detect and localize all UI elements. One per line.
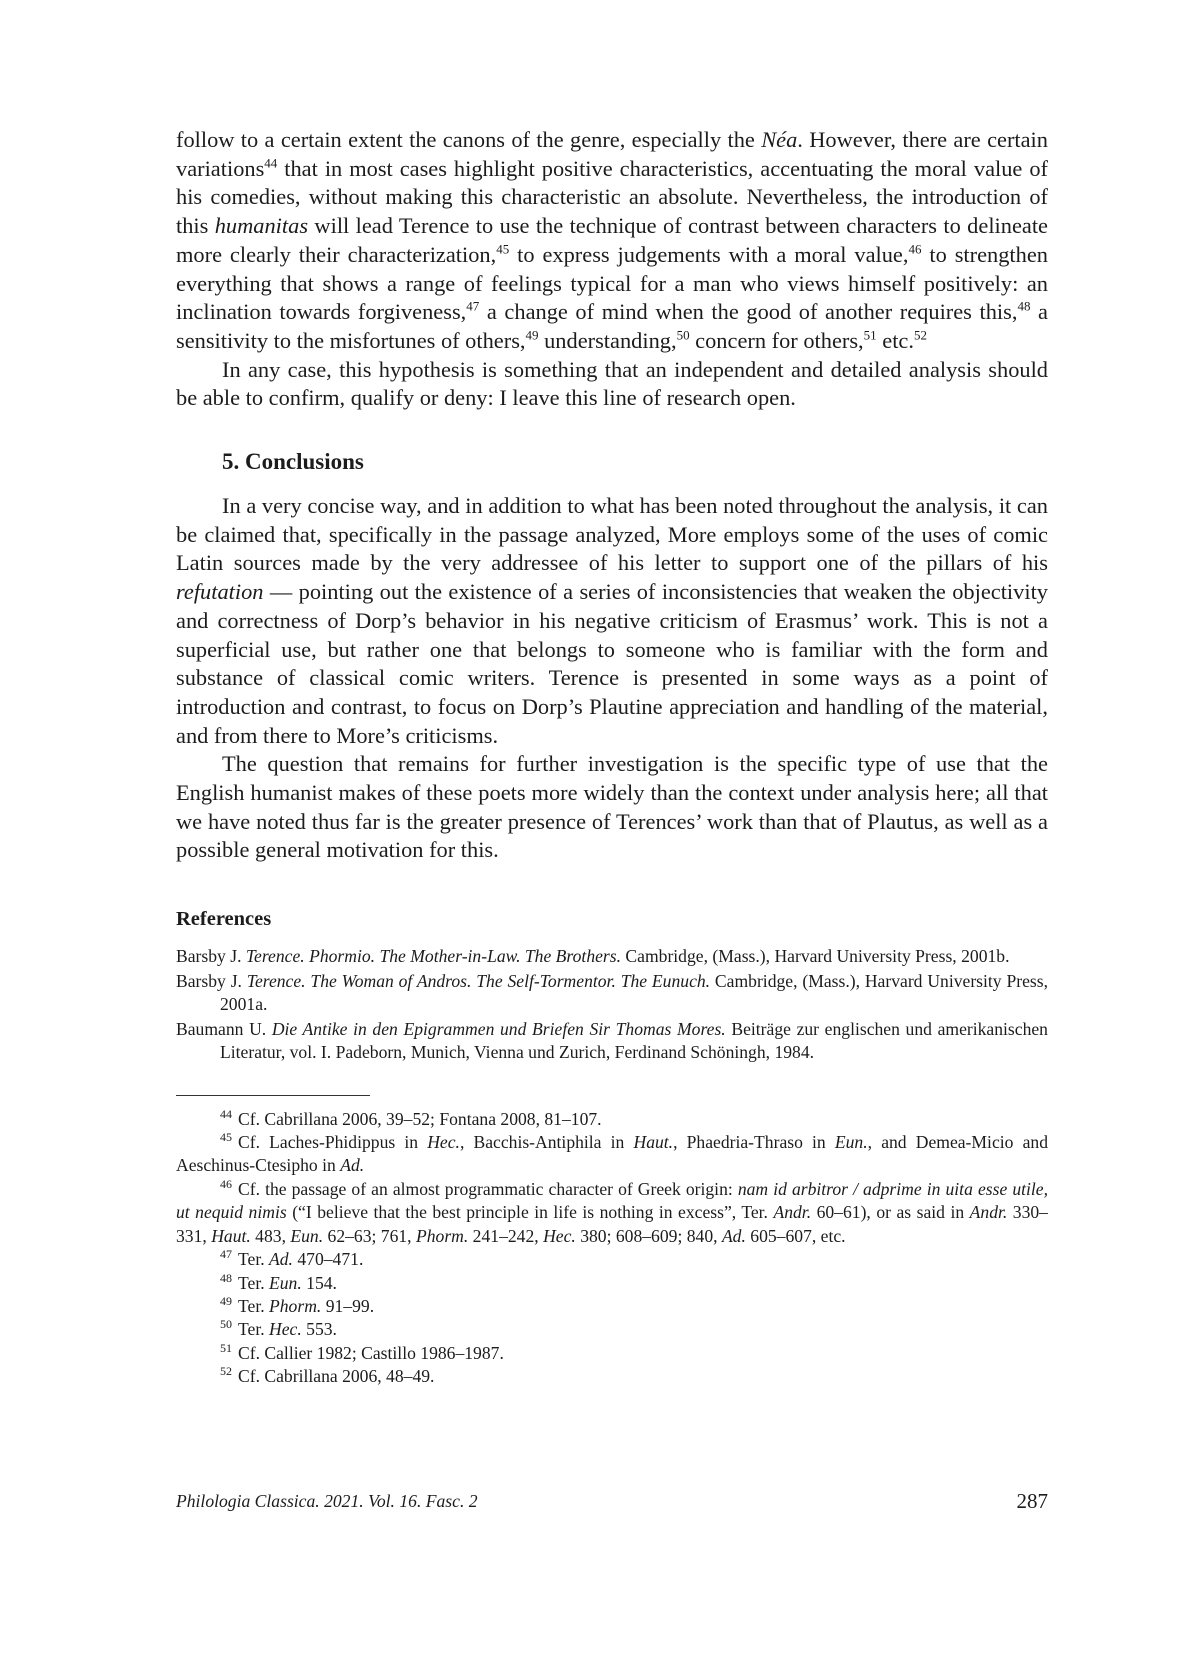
- footnote-50: $^{50}$ Ter. Hec. 553.: [220, 1317, 337, 1340]
- body-paragraph-4: The question that remains for further investigation is the specific type of use that the English humanist makes of these poets more widely than the context under analysis here; all that we have noted thus far is the greater presence of Terences’ work than that of Plautus, as well as a possible general motivation for this.: [176, 751, 1048, 863]
- footnote-ref-51[interactable]: 51: [863, 327, 877, 343]
- footnote-51: $^{51}$ Cf. Callier 1982; Castillo 1986–1987.: [220, 1340, 504, 1363]
- body-paragraph-1: follow to a certain extent the canons of the genre, especially the Néa. However, there are certain variations$^{44}$ that in most cases highlight positive characteristics, accentuating the moral value of his comedies, without making this characteristic an absolute. Nevertheless, the introduction of this humanitas will lead Terence to use the technique of contrast between characters to delineate more clearly their characterization,$^{45}$ to express judgements with a moral value,$^{46}$ to strengthen everything that shows a range of feelings typical for a man who views himself positively: an inclination towards forgiveness,$^{47}$ a change of mind when the good of another requires this,$^{48}$ a sensitivity to the misfortunes of others,$^{49}$ understanding,$^{50}$ concern for others,$^{51}$ etc.$^{52}$: [176, 127, 1048, 353]
- page-footer: [176, 1489, 1048, 1519]
- reference-entry: Barsby J. Terence. The Woman of Andros. The Self-Tormentor. The Eunuch. Cambridge, (Mass.), Harvard University Press, 2001a.: [176, 970, 1048, 1015]
- journal-citation: Philologia Classica. 2021. Vol. 16. Fasc. 2: [176, 1491, 478, 1511]
- footnote-ref-45[interactable]: 45: [496, 241, 510, 257]
- footnote-48: $^{48}$ Ter. Eun. 154.: [220, 1270, 337, 1293]
- footnote-49: $^{49}$ Ter. Phorm. 91–99.: [220, 1294, 375, 1316]
- footnote-ref-50[interactable]: 50: [676, 327, 690, 343]
- footnote-ref-52[interactable]: 52: [913, 327, 927, 343]
- reference-entry: Barsby J. Terence. Phormio. The Mother-in-Law. The Brothers. Cambridge, (Mass.), Harvard University Press, 2001b.: [176, 946, 1010, 967]
- body-paragraph-2: In any case, this hypothesis is something that an independent and detailed analysis should be able to confirm, qualify or deny: I leave this line of research open.: [176, 356, 1048, 411]
- footnote-46: $^{46}$ Cf. the passage of an almost programmatic character of Greek origin: nam id arbitror / adprime in uita esse utile, ut nequid nimis (“I believe that the best principle in life is nothing in excess”, Ter. Andr. 60–61), or as said in Andr. 330–331, Haut. 483, Eun. 62–63; 761, Phorm. 241–242, Hec. 380; 608–609; 840, Ad. 605–607, etc.: [176, 1177, 1048, 1246]
- footnote-ref-47[interactable]: 47: [466, 298, 480, 314]
- footnote-ref-46[interactable]: 46: [908, 241, 922, 257]
- footnote-divider: [176, 1095, 370, 1096]
- footnote-45: $^{45}$ Cf. Laches-Phidippus in Hec., Bacchis-Antiphila in Haut., Phaedria-Thraso in Eun., and Demea-Micio and Aeschinus-Ctesipho in Ad.: [176, 1130, 1048, 1176]
- footnote-52: $^{52}$ Cf. Cabrillana 2006, 48–49.: [220, 1364, 435, 1387]
- footnote-44: $^{44}$ Cf. Cabrillana 2006, 39–52; Fontana 2008, 81–107.: [220, 1106, 602, 1129]
- page-number: 287: [1016, 1489, 1048, 1513]
- body-paragraph-3: In a very concise way, and in addition to what has been noted throughout the analysis, it can be claimed that, specifically in the passage analyzed, More employs some of the uses of comic Latin sources made by the very addressee of his letter to support one of the pillars of his refutation — pointing out the existence of a series of inconsistencies that weaken the objectivity and correctness of Dorp’s behavior in his negative criticism of Erasmus’ work. This is not a superficial use, but rather one that belongs to someone who is familiar with the form and substance of classical comic writers. Terence is presented in some ways as a point of introduction and contrast, to focus on Dorp’s Plautine appreciation and handling of the material, and from there to More’s criticisms.: [176, 493, 1048, 748]
- footnote-ref-48[interactable]: 48: [1017, 298, 1031, 314]
- footnote-47: $^{47}$ Ter. Ad. 470–471.: [220, 1247, 364, 1270]
- footnote-ref-44[interactable]: 44: [264, 155, 278, 171]
- page-body: [176, 126, 1048, 1389]
- section-heading: 5. Conclusions: [222, 449, 364, 475]
- references-heading: References: [176, 908, 272, 931]
- footnote-ref-49[interactable]: 49: [525, 327, 539, 343]
- reference-entry: Baumann U. Die Antike in den Epigrammen und Briefen Sir Thomas Mores. Beiträge zur englischen und amerikanischen Literatur, vol. I. Padeborn, Munich, Vienna und Zurich, Ferdinand Schöningh, 1984.: [176, 1018, 1048, 1063]
